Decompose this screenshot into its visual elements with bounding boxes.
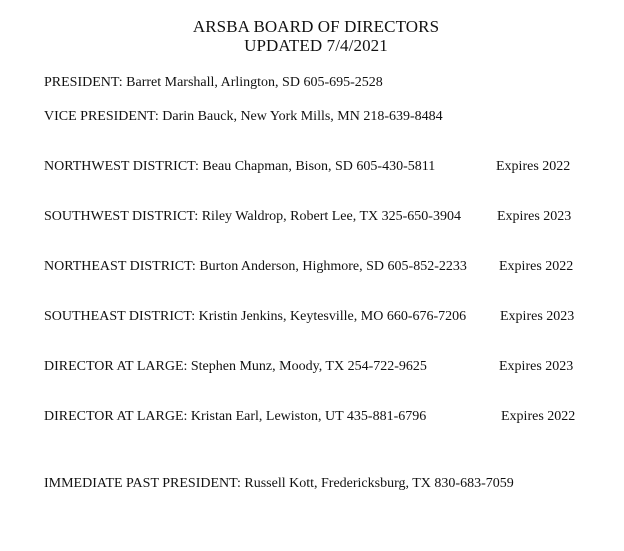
document-title: ARSBA BOARD OF DIRECTORS [192, 17, 440, 36]
director-at-large-2-line: DIRECTOR AT LARGE: Kristan Earl, Lewiston, UT 435-881-6796 [44, 409, 427, 424]
southeast-district-line: SOUTHEAST DISTRICT: Kristin Jenkins, Keytesville, MO 660-676-7206 [44, 309, 467, 324]
northeast-district-line: NORTHEAST DISTRICT: Burton Anderson, Highmore, SD 605-852-2233 [44, 259, 467, 274]
immediate-past-president-line: IMMEDIATE PAST PRESIDENT: Russell Kott, Fredericksburg, TX 830-683-7059 [44, 476, 514, 491]
vice-president-line: VICE PRESIDENT: Darin Bauck, New York Mills, MN 218-639-8484 [44, 109, 443, 124]
southwest-district-line: SOUTHWEST DISTRICT: Riley Waldrop, Robert Lee, TX 325-650-3904 [44, 209, 461, 224]
director-at-large-2-expires: Expires 2022 [501, 409, 576, 424]
southwest-district-expires: Expires 2023 [497, 209, 572, 224]
northeast-district-expires: Expires 2022 [499, 259, 574, 274]
president-line: PRESIDENT: Barret Marshall, Arlington, SD 605-695-2528 [44, 75, 383, 90]
northwest-district-expires: Expires 2022 [496, 159, 571, 174]
southeast-district-expires: Expires 2023 [500, 309, 575, 324]
director-at-large-1-expires: Expires 2023 [499, 359, 574, 374]
document-updated-date: UPDATED 7/4/2021 [244, 36, 388, 55]
northwest-district-line: NORTHWEST DISTRICT: Beau Chapman, Bison, SD 605-430-5811 [44, 159, 436, 174]
director-at-large-1-line: DIRECTOR AT LARGE: Stephen Munz, Moody, TX 254-722-9625 [44, 359, 427, 374]
